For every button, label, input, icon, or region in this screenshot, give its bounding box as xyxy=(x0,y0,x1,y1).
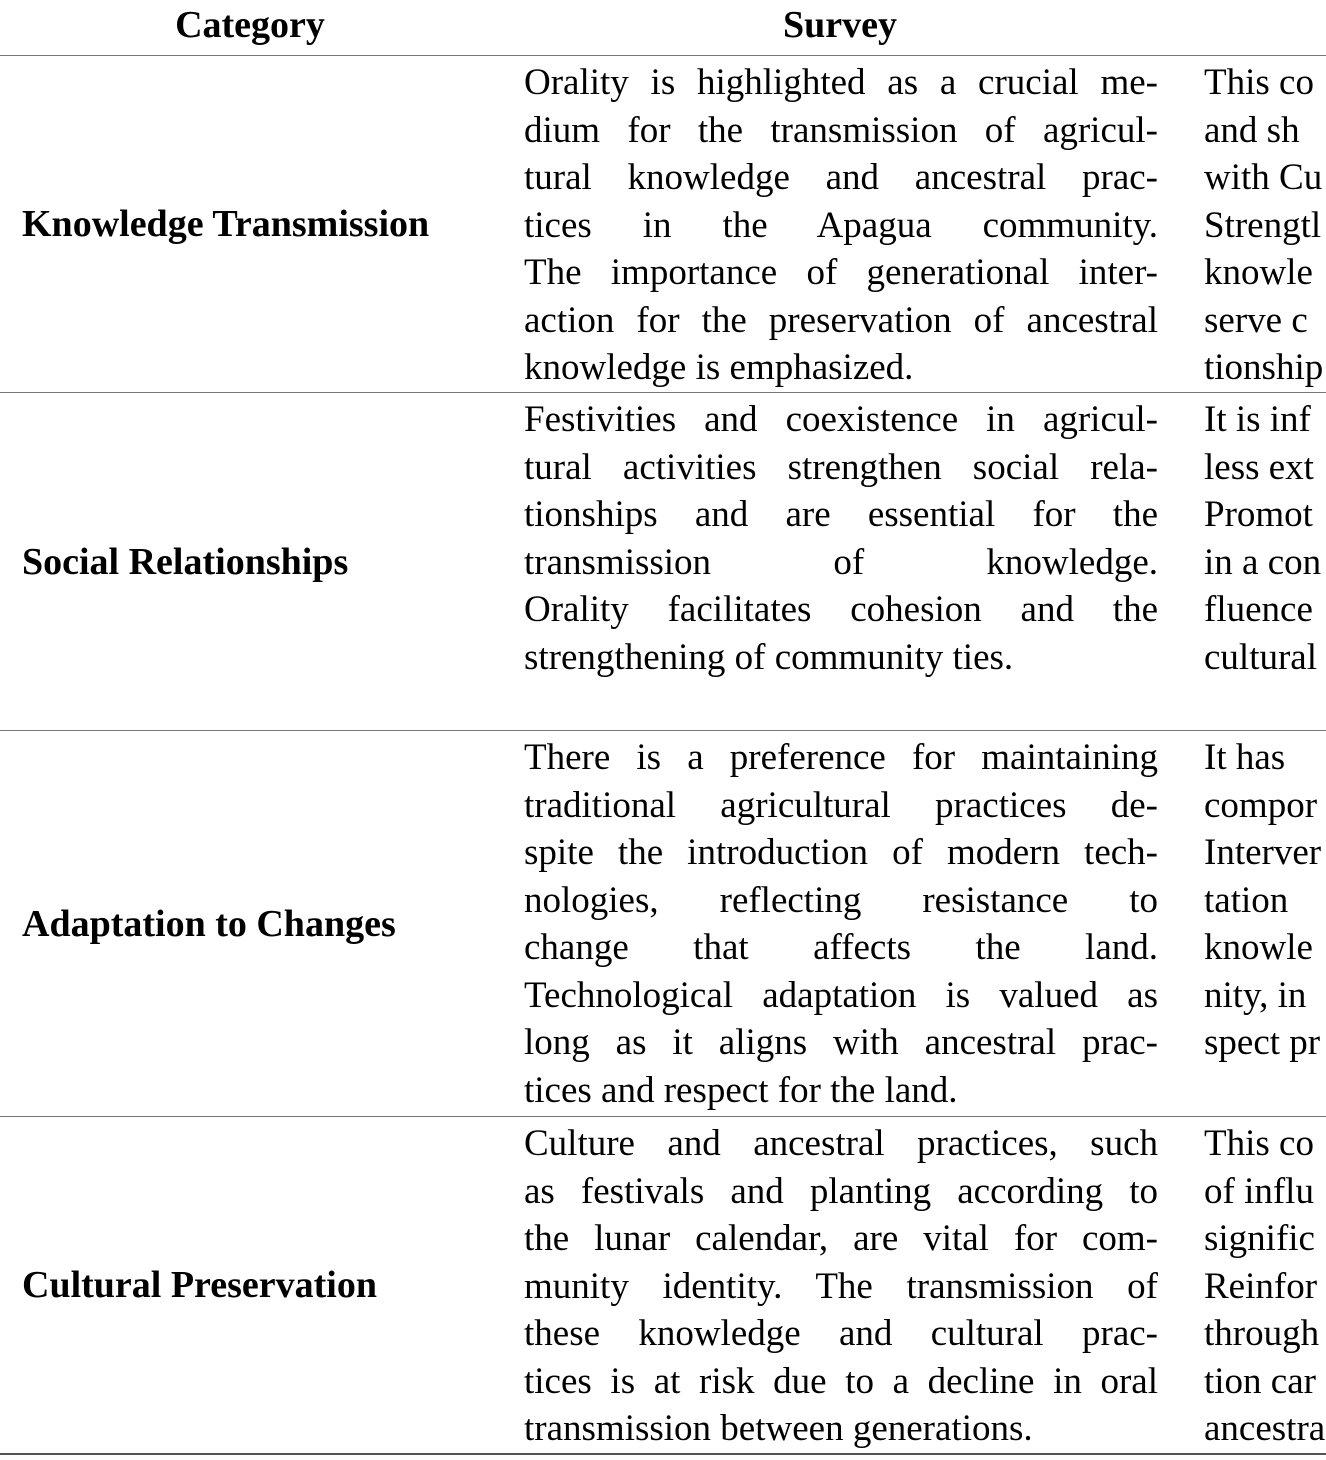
survey-text-line: as festivals and planting according to xyxy=(524,1170,1158,1212)
survey-text-line: tionships and are essential for the xyxy=(524,494,1158,535)
third-column-text-line: fluence xyxy=(1204,589,1313,630)
table-row xyxy=(0,1117,1326,1453)
third-column-text-line: serve c xyxy=(1204,299,1308,341)
survey-text-line: The importance of generational inter- xyxy=(524,252,1158,293)
third-column-text-line: Strengtl xyxy=(1204,204,1322,246)
survey-cell xyxy=(524,734,1158,1114)
survey-text-line: spite the introduction of modern tech- xyxy=(524,832,1158,873)
table-row xyxy=(0,56,1326,392)
third-column-text-line: This co xyxy=(1204,1123,1314,1164)
survey-cell xyxy=(524,396,1158,681)
category-cell: Adaptation to Changes xyxy=(22,902,396,945)
survey-text-line: There is a preference for maintaining xyxy=(524,737,1158,778)
survey-text-line: strengthening of community ties. xyxy=(524,636,1014,678)
survey-text-line: nologies, reflecting resistance to xyxy=(524,879,1158,921)
third-column-text-line: Promot xyxy=(1204,494,1313,535)
category-cell: Cultural Preservation xyxy=(22,1264,377,1306)
third-column-text-line: less ext xyxy=(1204,446,1314,488)
survey-text-line: knowledge is emphasized. xyxy=(524,347,914,388)
third-column-text-line: signific xyxy=(1204,1218,1315,1259)
table-row xyxy=(0,393,1326,730)
third-column-text-line: in a con xyxy=(1204,541,1322,583)
survey-text-line: tices and respect for the land. xyxy=(524,1069,958,1111)
third-column-cell xyxy=(1204,59,1326,392)
third-column-text-line: tionship xyxy=(1204,347,1324,388)
third-column-text-line: through xyxy=(1204,1313,1320,1354)
survey-text-line: tural activities strengthen social rela- xyxy=(524,446,1158,488)
category-cell: Knowledge Transmission xyxy=(22,203,430,245)
third-column-text-line: of influ xyxy=(1204,1170,1314,1212)
third-column-text-line: compor xyxy=(1204,784,1318,826)
survey-text-line: dium for the transmission of agricul- xyxy=(524,109,1158,151)
survey-text-line: traditional agricultural practices de- xyxy=(524,784,1158,826)
third-column-text-line: knowle xyxy=(1204,927,1313,968)
third-column-text-line: nity, in xyxy=(1204,974,1307,1016)
table-bottom-rule xyxy=(0,1453,1326,1455)
third-column-text-line: tion car xyxy=(1204,1360,1316,1402)
table-row xyxy=(0,731,1326,1116)
third-column-text-line: ancestra xyxy=(1204,1408,1326,1449)
survey-text-line: tices in the Apagua community. xyxy=(524,204,1158,246)
third-column-text-line: with Cu xyxy=(1204,157,1323,198)
survey-text-line: these knowledge and cultural prac- xyxy=(524,1313,1158,1354)
third-column-text-line: and sh xyxy=(1204,109,1300,151)
survey-text-line: the lunar calendar, are vital for com- xyxy=(524,1218,1158,1259)
column-header-survey: Survey xyxy=(783,4,897,46)
column-header-category: Category xyxy=(175,4,325,46)
survey-text-line: munity identity. The transmission of xyxy=(524,1265,1158,1307)
survey-cell xyxy=(524,1120,1158,1453)
survey-cell xyxy=(524,59,1158,392)
survey-text-line: Technological adaptation is valued as xyxy=(524,974,1158,1016)
third-column-cell xyxy=(1204,734,1326,1067)
survey-text-line: Culture and ancestral practices, such xyxy=(524,1123,1158,1164)
category-cell: Social Relationships xyxy=(22,540,349,583)
third-column-text-line: It has xyxy=(1204,737,1286,778)
third-column-cell xyxy=(1204,1120,1326,1453)
survey-text-line: Festivities and coexistence in agricul- xyxy=(524,399,1158,440)
third-column-cell xyxy=(1204,396,1326,681)
third-column-text-line: spect pr xyxy=(1204,1022,1321,1063)
third-column-text-line: Reinfor xyxy=(1204,1265,1318,1307)
survey-text-line: transmission of knowledge. xyxy=(524,541,1158,583)
survey-text-line: Orality is highlighted as a crucial me- xyxy=(524,62,1158,103)
survey-text-line: long as it aligns with ancestral prac- xyxy=(524,1022,1158,1063)
third-column-text-line: It is inf xyxy=(1204,399,1311,440)
survey-text-line: transmission between generations. xyxy=(524,1408,1033,1449)
third-column-text-line: tation xyxy=(1204,879,1289,921)
third-column-text-line: knowle xyxy=(1204,252,1313,293)
survey-text-line: change that affects the land. xyxy=(524,927,1158,968)
survey-text-line: action for the preservation of ancestral xyxy=(524,299,1158,341)
third-column-text-line: Interver xyxy=(1204,832,1322,873)
third-column-text-line: cultural xyxy=(1204,636,1318,678)
survey-text-line: tural knowledge and ancestral prac- xyxy=(524,157,1158,198)
survey-text-line: tices is at risk due to a decline in oral xyxy=(524,1360,1158,1402)
third-column-text-line: This co xyxy=(1204,62,1314,103)
survey-text-line: Orality facilitates cohesion and the xyxy=(524,589,1158,630)
